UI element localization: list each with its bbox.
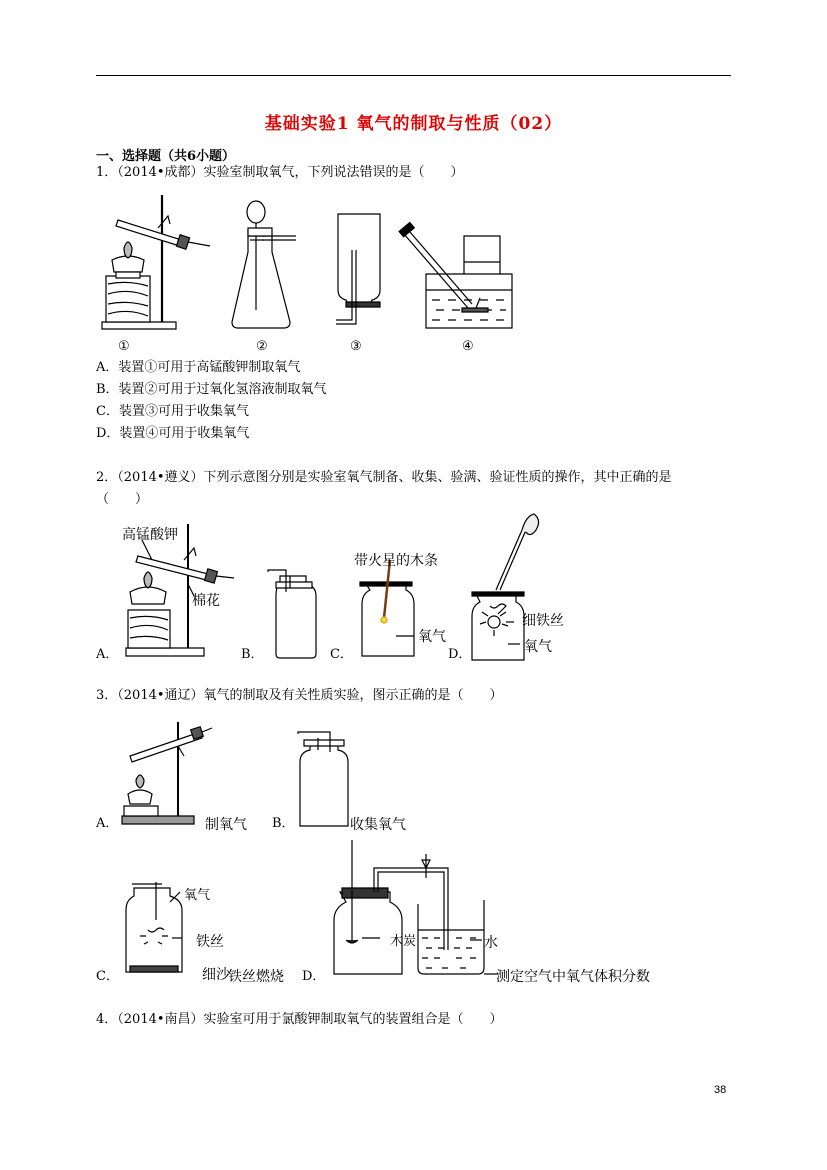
q1-figure-label-3: ③: [350, 339, 362, 354]
q3-option-c: C．: [96, 969, 119, 984]
q2-option-b: B．: [241, 647, 264, 662]
q2-label-iron-wire: 细铁丝: [522, 613, 564, 629]
q2-label-oxygen-d: 氧气: [524, 639, 552, 655]
q1-apparatus-2: [228, 200, 298, 332]
q1-stem: 1．（2014•成都）实验室制取氧气，下列说法错误的是（ ）: [96, 165, 464, 180]
page-number: 38: [714, 1084, 727, 1096]
q1-apparatus-4: [398, 212, 514, 330]
q2-stem-line2: （ ）: [96, 492, 149, 507]
q3-caption-c: 铁丝燃烧: [228, 969, 284, 985]
q3-caption-d: 测定空气中氧气体积分数: [496, 969, 650, 985]
q2-label-oxygen-c: 氧气: [418, 629, 446, 645]
q3-apparatus-a: [120, 716, 212, 828]
page-title: 基础实验1 氧气的制取与性质（02）: [264, 114, 563, 134]
q2-label-kmno4: 高锰酸钾: [122, 527, 178, 543]
q3-option-b: B．: [272, 816, 295, 831]
q1-figure-label-4: ④: [462, 339, 474, 354]
header-rule: [96, 75, 731, 76]
q1-option-a: A．装置①可用于高锰酸钾制取氧气: [96, 360, 301, 375]
q1-apparatus-3: [330, 210, 390, 328]
q1-option-d: D．装置④可用于收集氧气: [96, 426, 250, 441]
q2-stem-line1: 2．（2014•遵义）下列示意图分别是实验室氧气制备、收集、验满、验证性质的操作，其中正确的是: [96, 470, 672, 485]
q3-label-oxygen: 氧气: [184, 888, 211, 903]
q3-apparatus-d: [330, 840, 500, 980]
q3-caption-b: 收集氧气: [350, 817, 406, 833]
q3-option-a: A．: [96, 816, 119, 831]
q3-stem: 3．（2014•通辽）氧气的制取及有关性质实验，图示正确的是（ ）: [96, 688, 503, 703]
q3-apparatus-b: [296, 730, 356, 830]
q2-label-cotton: 棉花: [192, 593, 220, 609]
q2-option-a: A．: [96, 647, 119, 662]
q3-label-iron: 铁丝: [196, 934, 224, 950]
q2-option-c: C．: [330, 647, 353, 662]
q3-label-water: 水: [484, 935, 498, 951]
q2-option-d: D．: [448, 647, 472, 662]
q1-option-c: C．装置③可用于收集氧气: [96, 404, 249, 419]
q3-option-d: D．: [302, 969, 326, 984]
q1-option-b: B．装置②可用于过氧化氢溶液制取氧气: [96, 382, 327, 397]
q2-label-stick: 带火星的木条: [354, 553, 438, 569]
q3-label-sand: 细沙: [202, 967, 230, 983]
q4-stem: 4．（2014•南昌）实验室可用于氯酸钾制取氧气的装置组合是（ ）: [96, 1012, 503, 1027]
q2-apparatus-c: [356, 560, 420, 660]
q3-caption-a: 制氧气: [205, 817, 247, 833]
section-heading: 一、选择题（共6小题）: [96, 149, 236, 164]
q1-figure-label-2: ②: [256, 339, 268, 354]
q3-label-charcoal: 木炭: [390, 934, 417, 949]
q2-apparatus-b: [266, 568, 324, 660]
q1-apparatus-1: [98, 190, 213, 332]
q1-figure-label-1: ①: [118, 339, 130, 354]
